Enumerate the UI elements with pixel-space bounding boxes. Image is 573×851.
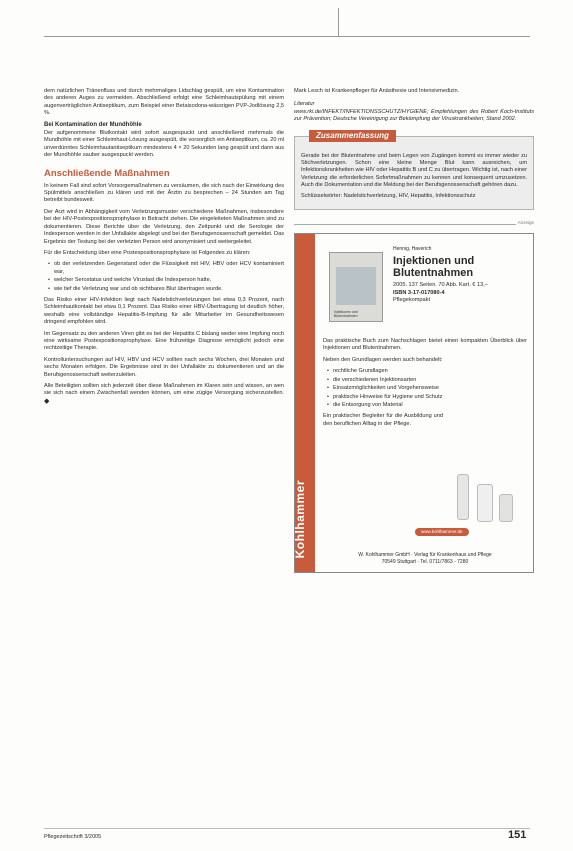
ad-content [323, 242, 527, 566]
paragraph: dem natürlichen Tränenfluss und durch mehrmaliges Lidschlag gespült, um eine Kontamination des anderen Auges zu vermeiden. Abschließend erfolgt eine Schleimhautspülung mit einem augenverträglichen Antiseptikum, zum Beispiel einer Betaisodona-wässrigen PVP-Jodlösung 2,5 %. [44, 88, 284, 117]
left-column [44, 88, 284, 848]
section-heading: Anschließende Maßnahmen [44, 167, 170, 179]
right-column [294, 88, 534, 573]
ad-divider [294, 220, 534, 226]
paragraph: Im Gegensatz zu den anderen Viren gibt es bei der Hepatitis C bislang weder eine Impfung noch eine wirksame Postexpositionsprophylaxe. Eine frühzeitige Diagnose ermöglicht jedoch eine rechtzeitige Therapie. [44, 330, 284, 352]
paragraph: Das Risiko einer HIV-Infektion liegt nach Nadelstichverletzungen bei etwa 0,3 Prozent, nach Schleimhautkontakt bei etwa 0,1 Prozent. Das Risiko einer HBV-Übertragung ist deutlich höher, weshalb eine vollständige Hepatitis-B-Impfung für alle Mitarbeiter im Gesundheitswesen dringend empfohlen wird. [44, 296, 284, 326]
paragraph: Für die Entscheidung über eine Postexpositionsprophylaxe ist Folgendes zu klären: [44, 249, 251, 256]
summary-box [294, 130, 534, 210]
subheading: Bei Kontamination der Mundhöhle [44, 121, 142, 128]
ad-intro: Das praktische Buch zum Nachschlagen bietet einen kompakten Überblick über Injektionen und Blutentnahmen. [323, 338, 527, 352]
book-series: Pflegekompakt [393, 297, 431, 304]
publisher-address: 70549 Stuttgart · Tel. 0711/7863 - 7280 [381, 559, 469, 566]
book-cover-photo [336, 267, 376, 305]
book-title: Injektionen und Blutentnahmen [393, 255, 475, 280]
literature-heading: Literatur [294, 101, 315, 108]
ad-tag: Anzeige [517, 220, 534, 226]
paragraph: Der aufgenommene Blutkontakt wird sofort ausgespuckt und anschließend mehrmals die Mundhöhle mit einer Schleimhaut-Lösung ausgespült, die vorsorglich ein Antiseptikum, ca. 20 ml unverdünntes Schleimhautantiseptikum mindestens 4 × 20 Sekunden lang gespült und dann aus der Mundhöhle sauber ausgespuckt werden. [44, 130, 284, 159]
advertisement[interactable] [294, 233, 534, 573]
literature-text: www.rki.de/INFEKT/INFEKTIONSSCHUTZ/HYGIENE; Empfehlungen des Robert Koch-Instituts zur Prävention; Deutsche Vereinigung zur Bekämpfung der Viruskrankheiten; Stand 2002. [294, 108, 534, 123]
end-mark-icon: ◆ [44, 397, 50, 405]
paragraph: Kontrolluntersuchungen auf HIV, HBV und HCV sollten nach sechs Wochen, drei Monaten und sechs Monaten erfolgen. Die Ergebnisse sind in der Unfallakte zu dokumentieren und an die Berufsgenossenschaft weiterzuleiten. [44, 356, 284, 378]
header-rule [44, 36, 530, 37]
vial-shape [499, 494, 513, 522]
book-isbn: ISBN 3-17-017080-4 [393, 289, 445, 296]
ad-bullet-list [327, 368, 527, 409]
vials-image [447, 470, 519, 530]
book-author: Hennig, Haverich [393, 246, 432, 253]
book-meta [393, 246, 527, 305]
crop-mark [338, 8, 339, 36]
list-item: • welcher Serostatus und welche Viruslast die Indexperson hatte, [48, 277, 284, 284]
ad-closing: Ein praktischer Begleiter für die Ausbildung und den beruflichen Alltag in der Pflege. [323, 413, 443, 427]
summary-keywords: Schlüsselwörter: Nadelstichverletzung, HIV, Hepatitis, Infektionsschutz [301, 192, 476, 199]
paragraph-text: Alle Beteiligten sollten sich jederzeit über diese Maßnahmen im Klaren sein und wissen, an wen sie sich nach einem Zwischenfall wenden können, um eine zügige Versorgung sicherzustellen. [44, 383, 284, 397]
vial-shape [457, 474, 469, 520]
ad-body [323, 338, 527, 432]
paragraph: In keinem Fall sind sofort Vorsorgemaßnahmen zu versäumen, die sich nach der Einwirkung des Spülmittels anschließen zu klären und mit der Ärztin zu besprechen – 24 Stunden am Tag betreibt bundesweit. [44, 182, 284, 204]
paragraph [44, 383, 284, 406]
list-item: • praktische Hinweise für Hygiene und Schutz [327, 394, 527, 401]
vial-shape [477, 484, 493, 522]
ad-brand-band [295, 234, 315, 572]
book-details: 2005. 137 Seiten. 70 Abb. Kart. € 13,– [393, 282, 488, 289]
summary-title: Zusammenfassung [309, 130, 396, 142]
journal-name: Pflegezeitschrift 3/2005 [44, 834, 102, 840]
author-note: Mark Lesch ist Krankenpfleger für Anästhesie und Intensivmedizin. [294, 88, 460, 94]
ad-list-intro: Neben den Grundlagen werden auch behandelt: [323, 356, 443, 363]
publisher-website-link[interactable]: www.kohlhammer.de [415, 528, 469, 536]
publisher-name: W. Kohlhammer GmbH · Verlag für Krankenhaus und Pflege [358, 552, 492, 559]
summary-text: Gerade bei der Blutentnahme und beim Legen von Zugängen kommt es immer wieder zu Stichverletzungen. Schon eine kleine Menge Blut kann ausreichen, um Infektionskrankheiten wie HIV oder Hepatitis B und C zu übertragen. Wichtig ist, nach einer Verletzung die erforderlichen Sofortmaßnahmen zu kennen und konsequent umzusetzen. Auch die Dokumentation und die Meldung bei der Berufsgenossenschaft gehören dazu. [301, 152, 527, 189]
list-item: • rechtliche Grundlagen [327, 368, 527, 375]
list-item: • ob der verletzenden Gegenstand oder die Flüssigkeit mit HIV, HBV oder HCV kontaminiert war, [48, 261, 284, 276]
ad-footer [323, 548, 527, 566]
book-cover-image [329, 252, 383, 322]
publisher-logo-text: Kohlhammer [293, 479, 307, 559]
list-item: • Einsatzmöglichkeiten und Vorgehensweise [327, 385, 527, 392]
list-item: • die verschiedenen Injektionsarten [327, 377, 527, 384]
page-number: 151 [508, 829, 527, 841]
paragraph: Der Arzt wird in Abhängigkeit vom Verletzungsmuster verschiedene Maßnahmen, insbesondere bei der HIV-Postexpositionsprophylaxe in Betracht ziehen. Die eingeleiteten Maßnahmen sind zu dokumentieren. Diese Berichte über die Verletzung, den Zeitpunkt und die Serologie der Indexperson werden in der Unfallakte abgelegt und bei der Berufsgenossenschaft gemeldet. Das Ergebnis der Testung bei der verletzten Person wird anonymisiert und weitergeleitet. [44, 208, 284, 245]
list-item: • die Entsorgung von Material [327, 402, 527, 409]
list-item: • wie tief die Verletzung war und ob sichtbares Blut übertragen wurde. [48, 286, 284, 293]
book-cover-title: Injektionen und Blutentnahmen [334, 310, 358, 319]
bullet-list [48, 261, 284, 293]
footer-rule [44, 828, 530, 829]
